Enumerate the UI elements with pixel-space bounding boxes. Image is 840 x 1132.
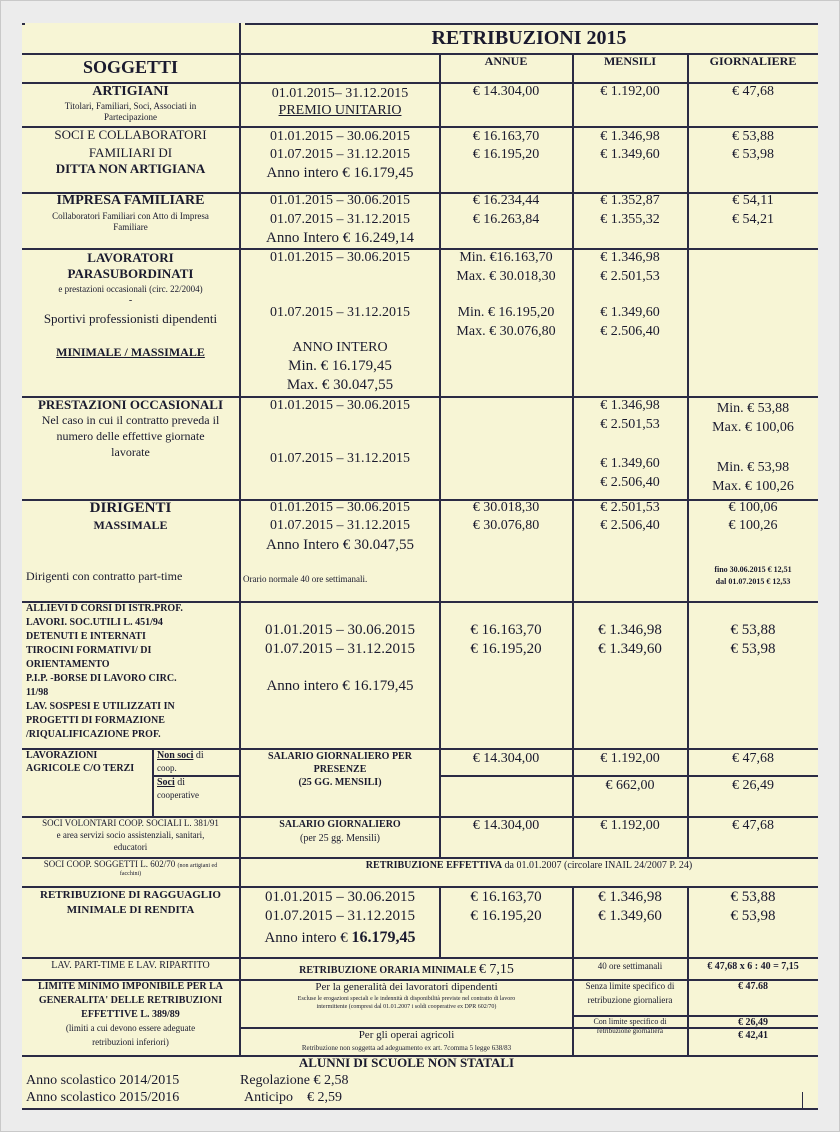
header-giornaliere: GIORNALIERE — [709, 54, 797, 68]
annue-value: Max. € 30.018,30 — [456, 269, 556, 284]
row-label: FAMILIARI DI — [88, 145, 173, 160]
annue-value: € 16.263,84 — [472, 212, 540, 227]
anno-intero-value: 16.179,45 — [351, 929, 416, 946]
mensili-value: € 1.352,87 — [600, 193, 660, 208]
row-desc: numero delle effettive giornate — [56, 429, 205, 443]
annue-value: € 14.304,00 — [472, 84, 540, 99]
row-desc: Titolari, Familiari, Soci, Associati in — [64, 101, 197, 111]
giornaliere-value: Min. € 53,98 — [716, 460, 790, 475]
rule — [572, 53, 574, 857]
senza-limite-label: retribuzione giornaliera — [587, 995, 673, 1005]
period: 01.01.2015 – 30.06.2015 — [265, 622, 415, 638]
annue-value: € 14.304,00 — [472, 818, 540, 833]
giornaliere-value: € 53,98 — [730, 908, 776, 924]
period: 01.07.2015 – 31.12.2015 — [265, 908, 415, 924]
salario-label: PRESENZE — [313, 764, 367, 775]
salario-label: SALARIO GIORNALIERO — [279, 819, 401, 830]
period: 01.07.2015 – 31.12.2015 — [270, 518, 410, 533]
row-label: 11/98 — [26, 687, 49, 698]
annue-value: € 14.304,00 — [472, 751, 540, 766]
mensili-value: € 1.349,60 — [598, 641, 662, 657]
anno-intero-label: ANNO INTERO — [292, 340, 388, 355]
mensili-value: € 2.501,53 — [600, 269, 660, 284]
agricoli-title: Per gli operai agricoli — [358, 1029, 455, 1041]
mensili-value: € 1.192,00 — [600, 818, 660, 833]
row-desc: e prestazioni occasionali (circ. 22/2004) — [58, 284, 203, 294]
row-desc: retribuzioni inferiori) — [92, 1037, 169, 1047]
soci-label: cooperative — [157, 790, 199, 800]
mensili-value: € 1.192,00 — [600, 751, 660, 766]
annue-value: € 16.195,20 — [470, 908, 542, 924]
mensili-value: € 2.501,53 — [600, 417, 660, 432]
mensili-value: € 1.346,98 — [600, 250, 660, 265]
agricoli-value: € 42,41 — [738, 1030, 768, 1041]
con-limite-value: € 26,49 — [738, 1017, 768, 1028]
annue-value: € 16.195,20 — [470, 641, 542, 657]
text-cursor — [802, 1092, 803, 1108]
annue-value: € 16.234,44 — [472, 193, 540, 208]
rule — [22, 886, 818, 888]
rule — [440, 775, 818, 777]
non-soci-label — [157, 750, 204, 762]
parttime-value: dal 01.07.2015 € 12,53 — [715, 577, 791, 586]
mensili-value: € 1.349,60 — [598, 908, 662, 924]
row-desc: Dirigenti con contratto part-time — [26, 569, 183, 583]
retribuzione-oraria-value: € 7,15 — [478, 962, 514, 977]
mensili-value: € 2.501,53 — [600, 500, 660, 515]
annue-value: € 30.076,80 — [472, 518, 540, 533]
row-label: ORIENTAMENTO — [26, 659, 110, 670]
period: 01.01.2015 – 30.06.2015 — [270, 500, 410, 515]
soci-rest: di — [174, 777, 186, 788]
con-limite-label: retribuzione giornaliera — [597, 1027, 663, 1035]
mensili-value: € 662,00 — [605, 778, 655, 793]
header-mensili: MENSILI — [603, 54, 656, 68]
row-desc: Familiare — [113, 222, 148, 232]
row-label: RETRIBUZIONE DI RAGGUAGLIO — [40, 889, 221, 901]
senza-limite-label: Senza limite specifico di — [585, 981, 675, 991]
giornaliere-value: € 47,68 — [732, 84, 774, 99]
giornaliere-value: € 54,21 — [732, 212, 774, 227]
mensili-value: € 1.346,98 — [600, 398, 660, 413]
giornaliere-value: € 100,26 — [728, 518, 778, 533]
giornaliere-value: Max. € 100,06 — [712, 420, 794, 435]
giornaliere-value: € 53,98 — [732, 147, 774, 162]
period: 01.01.2015 – 30.06.2015 — [270, 129, 410, 144]
anno-intero: Anno Intero € 30.047,55 — [266, 537, 414, 553]
row-desc: - — [128, 295, 133, 306]
retribuzione-oraria-label: RETRIBUZIONE ORARIA MINIMALE — [299, 965, 477, 976]
giornaliere-value: € 53,88 — [730, 889, 776, 905]
annue-value: Min. €16.163,70 — [459, 250, 553, 265]
anno-intero-min: Min. € 16.179,45 — [288, 358, 392, 374]
row-label: AGRICOLE C/O TERZI — [26, 763, 135, 774]
mensili-value: € 2.506,40 — [600, 475, 660, 490]
row-desc: e area servizi socio assistenziali, sanitari, — [56, 830, 205, 840]
row-label-main: SOCI COOP. SOGGETTI L. 602/70 — [43, 859, 176, 869]
row-label: SOCI VOLONTARI COOP. SOCIALI L. 381/91 — [42, 818, 219, 828]
rule — [687, 53, 689, 857]
anticipo-value: Anticipo € 2,59 — [244, 1090, 342, 1105]
anno-intero: Anno intero € 16.179,45 — [266, 165, 414, 181]
period: 01.07.2015 – 31.12.2015 — [270, 305, 410, 320]
agricoli-note: Retribuzione non soggetta ad adeguamento ex art. 7comma 5 legge 638/83 — [301, 1044, 512, 1052]
ore-settimanali: 40 ore settimanali — [597, 961, 663, 971]
row-label: ARTIGIANI — [92, 84, 169, 99]
giornaliere-value: Min. € 53,88 — [716, 401, 790, 416]
mensili-value: € 1.349,60 — [600, 305, 660, 320]
anno-intero-max: Max. € 30.047,55 — [286, 377, 394, 393]
giornaliere-value: € 53,88 — [730, 622, 776, 638]
row-label: GENERALITA' DELLE RETRIBUZIONI — [38, 995, 223, 1006]
row-desc: Collaboratori Familiari con Atto di Impresa — [52, 211, 209, 221]
mensili-value: € 1.349,60 — [600, 456, 660, 471]
soci-label — [157, 777, 185, 789]
row-label: DETENUTI E INTERNATI — [26, 631, 146, 642]
row-label: PARASUBORDINATI — [67, 266, 194, 281]
page-title: RETRIBUZIONI 2015 — [431, 27, 627, 49]
row-label: LAVORI. SOC.UTILI L. 451/94 — [26, 617, 163, 628]
row-label: EFFETTIVE L. 389/89 — [81, 1009, 180, 1020]
mensili-value: € 2.506,40 — [600, 518, 660, 533]
annue-value: € 16.163,70 — [470, 622, 542, 638]
row-label-note: facchini) — [119, 871, 142, 877]
salario-label: (25 GG. MENSILI) — [298, 777, 382, 788]
row-label: DIRIGENTI — [89, 500, 172, 516]
anno-intero: Anno intero € 16.179,45 — [266, 678, 414, 694]
row-label: LAV. SOSPESI E UTILIZZATI IN — [26, 701, 175, 712]
row-desc: (limiti a cui devono essere adeguate — [65, 1023, 196, 1033]
row-label: SOCI E COLLABORATORI — [54, 127, 207, 142]
calcolo-orario: € 47,68 x 6 : 40 = 7,15 — [707, 961, 799, 972]
non-soci-label: coop. — [157, 763, 177, 773]
anno-scolastico: Anno scolastico 2015/2016 — [26, 1090, 180, 1105]
row-label-note: (non artigiani ed — [177, 863, 218, 869]
row-label: LAVORAZIONI — [26, 750, 98, 761]
row-label — [22, 859, 239, 870]
period: 01.01.2015 – 30.06.2015 — [270, 398, 410, 413]
row-desc: Nel caso in cui il contratto preveda il — [41, 413, 220, 427]
row-label: P.I.P. -BORSE DI LAVORO CIRC. — [26, 673, 177, 684]
header-soggetti: SOGGETTI — [82, 57, 179, 77]
retribuzione-oraria — [240, 962, 573, 978]
alunni-title: ALUNNI DI SCUOLE NON STATALI — [298, 1055, 515, 1070]
rule — [152, 749, 154, 817]
row-desc: lavorate — [111, 445, 150, 459]
giornaliere-value: € 100,06 — [728, 500, 778, 515]
mensili-value: € 1.346,98 — [600, 129, 660, 144]
senza-limite-value: € 47.68 — [738, 981, 768, 992]
row-label: PRESTAZIONI OCCASIONALI — [37, 397, 224, 412]
period: 01.01.2015 – 30.06.2015 — [265, 889, 415, 905]
row-label: MASSIMALE — [93, 518, 168, 532]
period: 01.01.2015 – 30.06.2015 — [270, 250, 410, 265]
retribuzione-effettiva-note: da 01.01.2007 (circolare INAIL 24/2007 P. 24) — [502, 860, 693, 871]
row-label: ALLIEVI D CORSI DI ISTR.PROF. — [26, 603, 183, 614]
parttime-value: fino 30.06.2015 € 12,51 — [714, 565, 792, 574]
row-label: LIMITE MINIMO IMPONIBILE PER LA — [37, 981, 223, 992]
mensili-value: € 1.349,60 — [600, 147, 660, 162]
row-label: LAVORATORI — [87, 250, 174, 265]
mensili-value: € 1.355,32 — [600, 212, 660, 227]
giornaliere-value: € 47,68 — [732, 818, 774, 833]
orario-note: Orario normale 40 ore settimanali. — [243, 574, 368, 584]
giornaliere-value: € 26,49 — [732, 778, 774, 793]
giornaliere-value: € 47,68 — [732, 751, 774, 766]
premio-unitario: PREMIO UNITARIO — [278, 103, 402, 118]
row-desc: Partecipazione — [104, 112, 157, 122]
mensili-value: € 1.346,98 — [598, 889, 662, 905]
period: 01.07.2015 – 31.12.2015 — [270, 451, 410, 466]
retribuzione-effettiva-label: RETRIBUZIONE EFFETTIVA — [365, 860, 503, 871]
row-label: MINIMALE / MASSIMALE — [56, 345, 205, 359]
annue-value: € 16.163,70 — [470, 889, 542, 905]
mensili-value: € 1.192,00 — [600, 84, 660, 99]
salario-label: SALARIO GIORNALIERO PER — [268, 751, 412, 762]
rule-bottom — [22, 1108, 818, 1110]
period: 01.07.2015 – 31.12.2015 — [265, 641, 415, 657]
period: 01.01.2015– 31.12.2015 — [271, 86, 409, 101]
rule — [22, 748, 818, 750]
row-label: MINIMALE DI RENDITA — [66, 904, 195, 916]
rule — [22, 957, 818, 959]
row-label: Sportivi professionisti dipendenti — [43, 311, 218, 326]
period: 01.07.2015 – 31.12.2015 — [270, 147, 410, 162]
con-limite-label: Con limite specifico di — [593, 1017, 667, 1026]
anno-intero: Anno Intero € 16.249,14 — [266, 230, 414, 246]
annue-value: Max. € 30.076,80 — [456, 324, 556, 339]
soci-term: Soci — [157, 777, 175, 788]
annue-value: € 30.018,30 — [472, 500, 540, 515]
row-label: TIROCINI FORMATIVI/ DI — [26, 645, 152, 656]
rule-top — [245, 23, 818, 25]
giornaliere-value: € 53,98 — [730, 641, 776, 657]
row-desc: educatori — [113, 842, 148, 852]
mensili-value: € 2.506,40 — [600, 324, 660, 339]
generalita-note: Escluse le erogazioni speciali e le indennità di disponibilità previste nel contratto di lavoro — [297, 996, 516, 1002]
annue-value: € 16.195,20 — [472, 147, 540, 162]
non-soci-rest: di — [193, 750, 204, 761]
generalita-title: Per la generalità dei lavoratori dipendenti — [315, 981, 498, 993]
period: 01.01.2015 – 30.06.2015 — [270, 193, 410, 208]
rule — [22, 23, 25, 25]
generalita-note: intermittente (compresi dal 01.01.2007 i soldi cooperative ex DPR 602/70) — [316, 1004, 497, 1010]
regolazione-value: Regolazione € 2,58 — [240, 1073, 349, 1088]
non-soci-term: Non soci — [157, 750, 194, 761]
row-label: IMPRESA FAMILIARE — [56, 193, 205, 208]
retribuzione-effettiva — [240, 860, 818, 872]
row-label: PROGETTI DI FORMAZIONE — [26, 715, 165, 726]
row-label: LAV. PART-TIME E LAV. RIPARTITO — [51, 960, 210, 971]
row-label: DITTA NON ARTIGIANA — [55, 161, 206, 176]
giornaliere-value: € 54,11 — [732, 193, 774, 208]
annue-value: € 16.163,70 — [472, 129, 540, 144]
annue-value: Min. € 16.195,20 — [457, 305, 555, 320]
giornaliere-value: Max. € 100,26 — [712, 479, 794, 494]
giornaliere-value: € 53,88 — [732, 129, 774, 144]
row-label: /RIQUALIFICAZIONE PROF. — [26, 729, 161, 740]
anno-intero — [240, 929, 440, 947]
period: 01.07.2015 – 31.12.2015 — [270, 212, 410, 227]
anno-scolastico: Anno scolastico 2014/2015 — [26, 1073, 180, 1088]
anno-intero-label: Anno intero € — [264, 930, 352, 946]
salario-label: (per 25 gg. Mensili) — [300, 833, 380, 844]
mensili-value: € 1.346,98 — [598, 622, 662, 638]
header-annue: ANNUE — [484, 54, 528, 68]
